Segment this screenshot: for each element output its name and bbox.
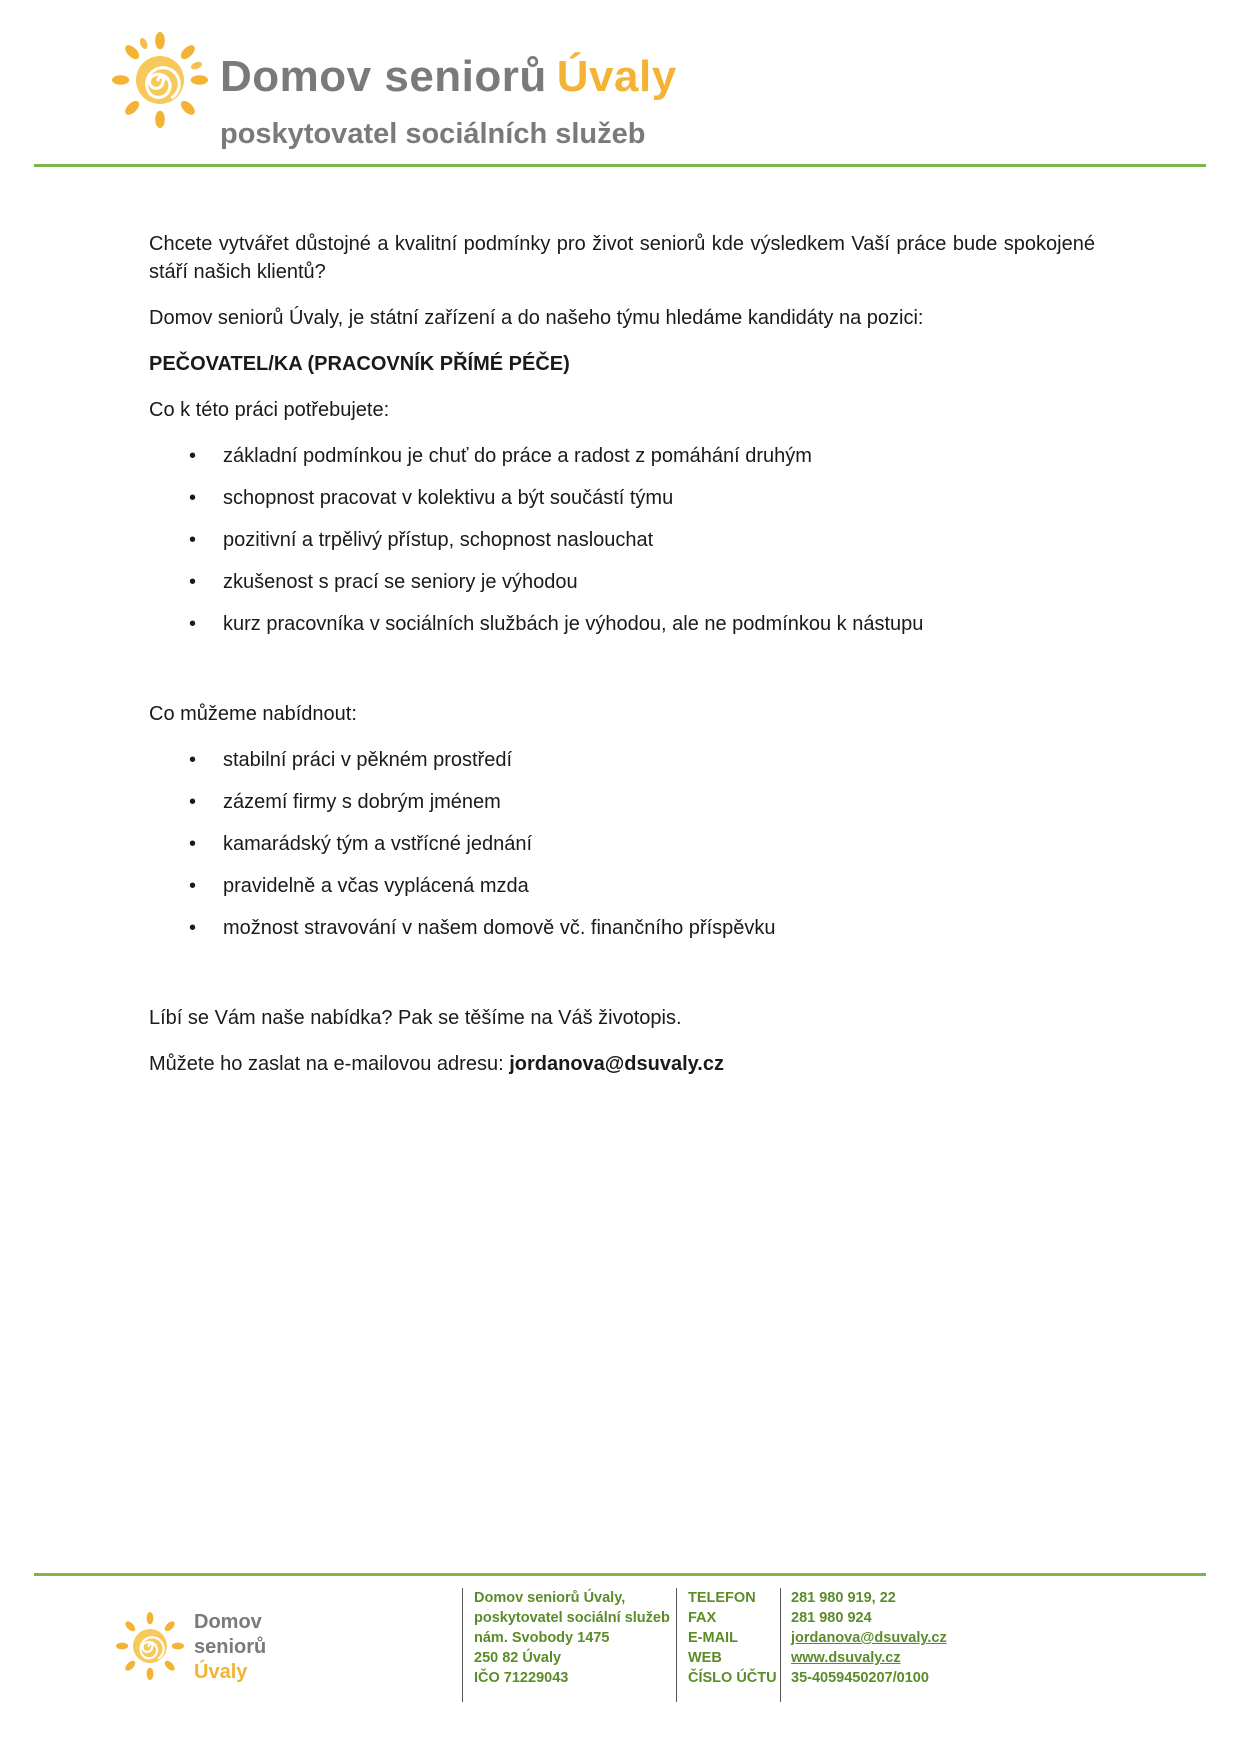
- requirement-text: kurz pracovníka v sociálních službách je výhodou, ale ne podmínkou k nástupu: [223, 613, 924, 635]
- footer-label: FAX: [688, 1610, 717, 1626]
- footer-separator: [780, 1588, 781, 1702]
- header-divider: [34, 164, 1206, 167]
- footer-label: ČÍSLO ÚČTU: [688, 1670, 777, 1686]
- footer-brand-line: Úvaly: [194, 1661, 248, 1683]
- bullet-icon: •: [189, 445, 197, 467]
- brand-name-main: Domov seniorů: [220, 52, 547, 101]
- bullet-icon: •: [189, 613, 197, 635]
- list-item: [149, 872, 1095, 900]
- footer-email-link[interactable]: jordanova@dsuvaly.cz: [791, 1630, 947, 1646]
- bullet-icon: •: [189, 487, 197, 509]
- footer-web-link[interactable]: www.dsuvaly.cz: [791, 1650, 901, 1666]
- list-item: [149, 788, 1095, 816]
- offers-list: [149, 746, 1095, 942]
- list-item: [149, 526, 1095, 554]
- requirement-text: pozitivní a trpělivý přístup, schopnost naslouchat: [223, 529, 654, 551]
- footer-address: [474, 1588, 670, 1688]
- account-value: 35-4059450207/0100: [791, 1670, 929, 1686]
- bullet-icon: •: [189, 875, 197, 897]
- offer-text: možnost stravování v našem domově vč. finančního příspěvku: [223, 917, 776, 939]
- bullet-icon: •: [189, 571, 197, 593]
- footer-sun-logo-icon: [116, 1612, 184, 1680]
- address-line: IČO 71229043: [474, 1670, 569, 1686]
- offer-text: zázemí firmy s dobrým jménem: [223, 791, 501, 813]
- footer-label: WEB: [688, 1650, 722, 1666]
- list-item: [149, 568, 1095, 596]
- bullet-icon: •: [189, 833, 197, 855]
- address-line: poskytovatel sociální služeb: [474, 1610, 670, 1626]
- list-item: [149, 484, 1095, 512]
- phone-value: 281 980 919, 22: [791, 1590, 896, 1606]
- footer-brand-line: Domov: [194, 1611, 262, 1633]
- requirement-text: schopnost pracovat v kolektivu a být součástí týmu: [223, 487, 674, 509]
- footer-brand: [194, 1610, 266, 1685]
- bullet-icon: •: [189, 917, 197, 939]
- job-offer-body: [149, 230, 1095, 1078]
- brand-tagline: poskytovatel sociálních služeb: [220, 118, 646, 150]
- footer-divider: [34, 1573, 1206, 1576]
- list-item: [149, 914, 1095, 942]
- address-line: 250 82 Úvaly: [474, 1650, 562, 1666]
- requirements-heading: Co k této práci potřebujete:: [149, 399, 390, 421]
- brand-name: [220, 52, 677, 102]
- institution-paragraph: Domov seniorů Úvaly, je státní zařízení a do našeho týmu hledáme kandidáty na pozici:: [149, 307, 924, 329]
- footer-label: TELEFON: [688, 1590, 756, 1606]
- footer-separator: [676, 1588, 677, 1702]
- offer-text: kamarádský tým a vstřícné jednání: [223, 833, 533, 855]
- footer-label: E-MAIL: [688, 1630, 738, 1646]
- footer-separator: [462, 1588, 463, 1702]
- contact-paragraph: [149, 1050, 1095, 1078]
- contact-email-link[interactable]: jordanova@dsuvaly.cz: [509, 1053, 724, 1075]
- brand-name-accent: Úvaly: [556, 52, 677, 101]
- position-title: PEČOVATEL/KA (PRACOVNÍK PŘÍMÉ PÉČE): [149, 353, 570, 375]
- spacer: [149, 956, 1095, 1004]
- list-item: [149, 746, 1095, 774]
- address-line: nám. Svobody 1475: [474, 1630, 610, 1646]
- address-line: Domov seniorů Úvaly,: [474, 1590, 626, 1606]
- contact-prefix: Můžete ho zaslat na e-mailovou adresu:: [149, 1053, 510, 1075]
- list-item: [149, 442, 1095, 470]
- bullet-icon: •: [189, 529, 197, 551]
- requirements-list: [149, 442, 1095, 638]
- requirement-text: zkušenost s prací se seniory je výhodou: [223, 571, 578, 593]
- bullet-icon: •: [189, 791, 197, 813]
- sun-logo-icon: [112, 32, 208, 128]
- offer-heading: Co můžeme nabídnout:: [149, 703, 357, 725]
- offer-text: pravidelně a včas vyplácená mzda: [223, 875, 529, 897]
- intro-paragraph: Chcete vytvářet důstojné a kvalitní podmínky pro život seniorů kde výsledkem Vaší práce bude spokojené stáří našich klientů?: [149, 233, 1095, 283]
- fax-value: 281 980 924: [791, 1610, 872, 1626]
- spacer: [149, 652, 1095, 700]
- footer-labels: [688, 1588, 777, 1688]
- list-item: [149, 610, 1095, 638]
- bullet-icon: •: [189, 749, 197, 771]
- requirement-text: základní podmínkou je chuť do práce a radost z pomáhání druhým: [223, 445, 812, 467]
- letterhead: [0, 0, 1241, 170]
- closing-paragraph: Líbí se Vám naše nabídka? Pak se těšíme na Váš životopis.: [149, 1007, 682, 1029]
- offer-text: stabilní práci v pěkném prostředí: [223, 749, 513, 771]
- footer-brand-line: seniorů: [194, 1636, 267, 1658]
- footer-values: [791, 1588, 947, 1688]
- list-item: [149, 830, 1095, 858]
